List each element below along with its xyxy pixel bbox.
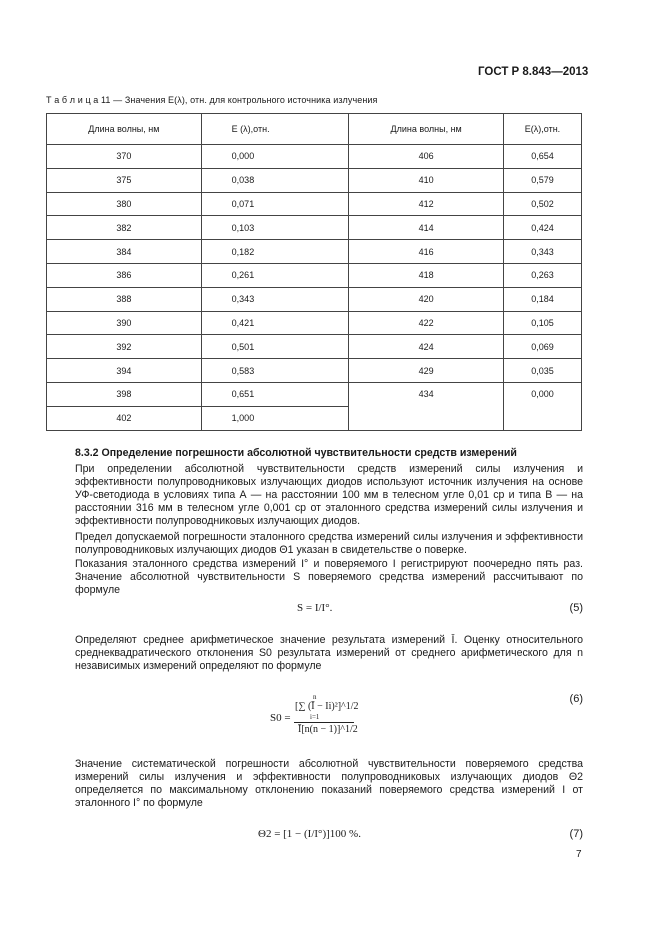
table-cell: 0,502 (503, 192, 581, 216)
table-row (47, 335, 582, 359)
table-cell: 416 (349, 240, 504, 264)
table-cell: 390 (47, 311, 202, 335)
table-cell: 418 (349, 263, 504, 287)
formula-7-number: (7) (569, 828, 583, 840)
col-header-e-2: E(λ),отн. (503, 114, 581, 145)
table-cell: 392 (47, 335, 202, 359)
formula-5: S = I/I°. (297, 602, 333, 614)
table-cell: 0,000 (201, 145, 349, 169)
table-cell: 0,424 (503, 216, 581, 240)
table-row (47, 311, 582, 335)
table-cell: 0,343 (503, 240, 581, 264)
table-cell: 0,501 (201, 335, 349, 359)
formula-6-sum-top: n (313, 693, 317, 701)
table-row (47, 382, 582, 406)
table-cell: 0,105 (503, 311, 581, 335)
formula-6-sum-bottom: i=1 (310, 713, 320, 721)
table-cell: 0,261 (201, 263, 349, 287)
paragraph-5: Значение систематической погрешности абсолютной чувствительности поверяемого средства измерений силы излучения и эффективности полупроводниковых излучающих диодов Θ2 определяется по максимальному отклонению показаний поверяемого средства измерений I от эталонного I° по формуле (75, 758, 583, 809)
table-cell: 0,071 (201, 192, 349, 216)
table-row (47, 168, 582, 192)
table-cell: 424 (349, 335, 504, 359)
table-cell: 0,651 (201, 382, 349, 406)
values-table (46, 113, 582, 431)
table-cell: 382 (47, 216, 202, 240)
table-header-row (47, 114, 582, 145)
paragraph-4: Определяют среднее арифметическое значение результата измерений Ī. Оценку относительного среднеквадратического отклонения S0 результата измерений от среднего арифметического для n независимых измерений определяют по формуле (75, 634, 583, 672)
col-header-wavelength-1: Длина волны, нм (47, 114, 202, 145)
page-number: 7 (576, 849, 582, 860)
table-cell: 380 (47, 192, 202, 216)
table-cell: 0,000 (503, 382, 581, 430)
table-row (47, 145, 582, 169)
table-cell: 434 (349, 382, 504, 430)
formula-6-number: (6) (569, 693, 583, 705)
table-cell: 388 (47, 287, 202, 311)
table-cell: 0,182 (201, 240, 349, 264)
table-row (47, 192, 582, 216)
col-header-wavelength-2: Длина волны, нм (349, 114, 504, 145)
table-row (47, 263, 582, 287)
paragraph-1: При определении абсолютной чувствительности средств измерений силы излучения и эффективности полупроводниковых излучающих диодов используют источник излучения на основе УФ-светодиода в условиях типа А — на расстоянии 100 мм в телесном угле 0,01 ср и типа В — на расстоянии 316 мм в телесном угле 0,001 ср от эталонного средства измерений силы излучения и эффективности полупроводниковых излучающих диодов. (75, 463, 583, 527)
table-cell: 386 (47, 263, 202, 287)
table-cell: 0,038 (201, 168, 349, 192)
formula-5-number: (5) (569, 602, 583, 614)
table-cell: 422 (349, 311, 504, 335)
table-cell: 0,184 (503, 287, 581, 311)
table-cell: 412 (349, 192, 504, 216)
formula-6-numerator: [∑ (Ī − Ii)²]^1/2 (295, 701, 359, 712)
table-cell: 0,263 (503, 263, 581, 287)
document-header: ГОСТ Р 8.843—2013 (478, 66, 589, 78)
table-cell: 0,035 (503, 359, 581, 383)
table-cell: 0,069 (503, 335, 581, 359)
table-cell: 414 (349, 216, 504, 240)
formula-7: Θ2 = [1 − (I/I°)]100 %. (258, 828, 361, 840)
table-cell: 429 (349, 359, 504, 383)
table-row (47, 240, 582, 264)
table-cell: 384 (47, 240, 202, 264)
section-title: 8.3.2 Определение погрешности абсолютной чувствительности средств измерений (75, 447, 517, 459)
table-cell: 410 (349, 168, 504, 192)
table-row (47, 359, 582, 383)
table-cell: 375 (47, 168, 202, 192)
fraction-bar (294, 722, 354, 723)
table-cell: 0,421 (201, 311, 349, 335)
col-header-e-1: E (λ),отн. (201, 114, 349, 145)
table-cell: 0,579 (503, 168, 581, 192)
formula-6-lhs: S0 = (270, 712, 291, 724)
table-cell: 0,343 (201, 287, 349, 311)
table-cell: 402 (47, 406, 202, 430)
table-cell: 406 (349, 145, 504, 169)
table-row (47, 287, 582, 311)
table-row (47, 216, 582, 240)
table-cell: 0,103 (201, 216, 349, 240)
table-cell: 0,654 (503, 145, 581, 169)
table-caption: Т а б л и ц а 11 — Значения E(λ), отн. для контрольного источника излучения (46, 95, 378, 105)
table-cell: 370 (47, 145, 202, 169)
table-cell: 394 (47, 359, 202, 383)
paragraph-2: Предел допускаемой погрешности эталонного средства измерений силы излучения и эффективности полупроводниковых излучающих диодов Θ1 указан в свидетельстве о поверке. (75, 531, 583, 556)
table-cell: 1,000 (201, 406, 349, 430)
table-cell: 420 (349, 287, 504, 311)
table-cell: 0,583 (201, 359, 349, 383)
table-cell: 398 (47, 382, 202, 406)
paragraph-3: Показания эталонного средства измерений I° и поверяемого I регистрируют поочередно пять раз. Значение абсолютной чувствительности S поверяемого средства измерений рассчитывают по формуле (75, 558, 583, 596)
formula-6-denominator: Ī[n(n − 1)]^1/2 (298, 724, 358, 735)
